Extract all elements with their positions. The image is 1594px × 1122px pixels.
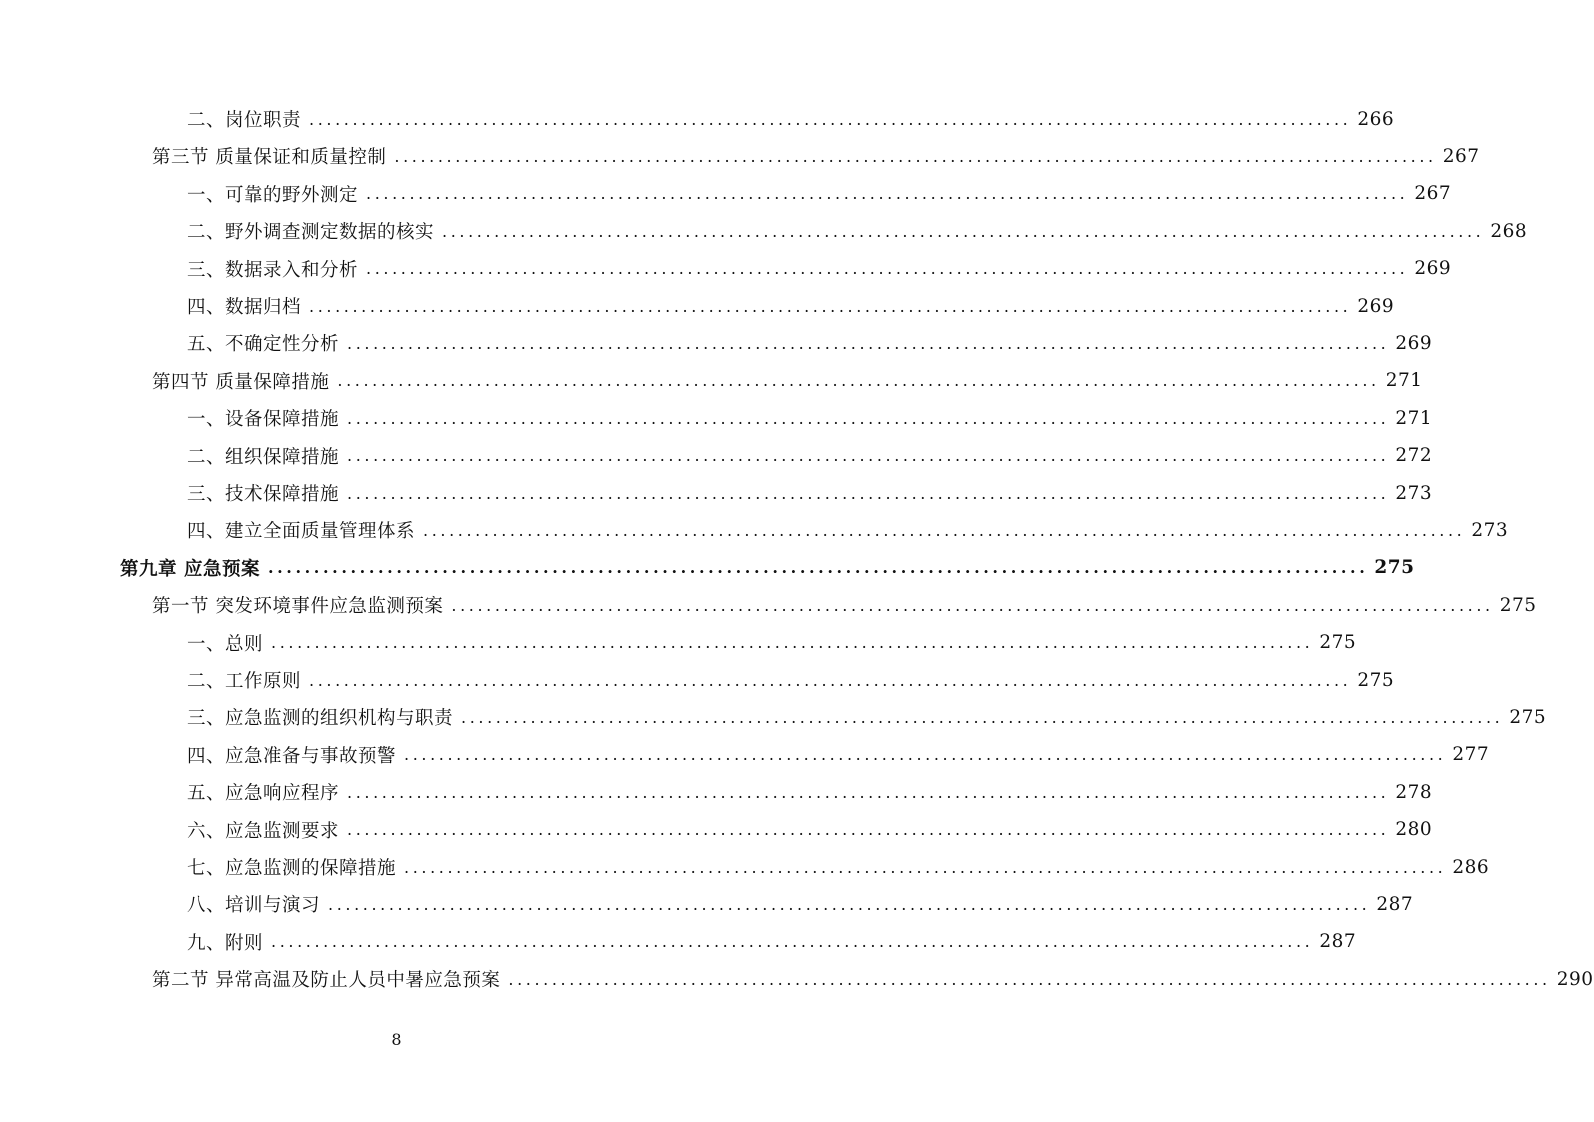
toc-entry-page: 275 [1357, 669, 1395, 691]
dot-leader: ........................................................................................................................ [404, 857, 1447, 877]
toc-section-entry[interactable] [152, 142, 1480, 170]
page-number: 8 [391, 1030, 402, 1049]
toc-entry-label: 第四节 质量保障措施 [152, 371, 330, 393]
toc-subsection-entry[interactable] [187, 404, 1433, 432]
toc-entry-page: 275 [1509, 706, 1547, 728]
dot-leader: ........................................................................................................................ [442, 221, 1485, 241]
toc-entry-page: 267 [1442, 145, 1480, 167]
dot-leader: ........................................................................................................................ [309, 670, 1352, 690]
dot-leader: ........................................................................................................................ [347, 408, 1390, 428]
toc-entry-label: 二、野外调查测定数据的核实 [187, 222, 435, 244]
toc-chapter-entry[interactable] [120, 554, 1415, 582]
dot-leader: ........................................................................................................................ [347, 782, 1390, 802]
toc-entry-label: 七、应急监测的保障措施 [187, 858, 397, 879]
toc-entry-label: 一、总则 [187, 633, 264, 655]
toc-subsection-entry[interactable] [187, 741, 1490, 769]
toc-subsection-entry[interactable] [187, 890, 1414, 918]
toc-subsection-entry[interactable] [187, 292, 1395, 320]
toc-entry-page: 271 [1395, 407, 1433, 429]
toc-entry-label: 九、附则 [187, 932, 264, 954]
toc-subsection-entry[interactable] [187, 217, 1528, 245]
toc-entry-page: 269 [1357, 295, 1395, 317]
toc-entry-label: 第九章 应急预案 [120, 558, 260, 580]
toc-section-entry[interactable] [152, 367, 1423, 395]
toc-subsection-entry[interactable] [187, 853, 1490, 881]
toc-entry-page: 269 [1395, 332, 1433, 354]
toc-entry-page: 287 [1376, 893, 1414, 915]
toc-entry-label: 四、建立全面质量管理体系 [187, 521, 416, 543]
dot-leader: ........................................................................................................................ [366, 259, 1409, 279]
toc-entry-page: 290 [1556, 968, 1594, 990]
dot-leader: ........................................................................................................................ [508, 969, 1551, 989]
dot-leader: ........................................................................................................................ [347, 820, 1390, 840]
toc-entry-page: 272 [1395, 445, 1433, 467]
toc-entry-label: 五、应急响应程序 [187, 783, 340, 805]
dot-leader: ........................................................................................................................ [366, 184, 1409, 204]
dot-leader: ........................................................................................................................ [394, 146, 1437, 166]
toc-entry-label: 一、设备保障措施 [187, 409, 340, 431]
toc-subsection-entry[interactable] [187, 816, 1433, 844]
toc-subsection-entry[interactable] [187, 479, 1433, 507]
dot-leader: ........................................................................................................................ [461, 707, 1504, 727]
dot-leader: ........................................................................................................................ [271, 633, 1314, 653]
toc-entry-page: 271 [1385, 370, 1423, 392]
toc-subsection-entry[interactable] [187, 928, 1357, 956]
toc-subsection-entry[interactable] [187, 516, 1509, 544]
toc-entry-label: 一、可靠的野外测定 [187, 184, 359, 206]
toc-entry-label: 八、培训与演习 [187, 895, 321, 917]
toc-entry-label: 三、技术保障措施 [187, 484, 340, 505]
toc-entry-page: 275 [1374, 557, 1415, 579]
dot-leader: ........................................................................................................................ [309, 296, 1352, 316]
toc-entry-page: 287 [1319, 931, 1357, 953]
toc-entry-label: 二、岗位职责 [187, 110, 302, 131]
toc-subsection-entry[interactable] [187, 255, 1452, 283]
toc-entry-label: 六、应急监测要求 [187, 820, 340, 842]
dot-leader: ........................................................................................................................ [271, 932, 1314, 952]
toc-entry-page: 275 [1319, 632, 1357, 654]
toc-entry-label: 四、数据归档 [187, 297, 302, 318]
dot-leader: ........................................................................................................................ [337, 371, 1380, 391]
toc-entry-page: 268 [1490, 220, 1528, 242]
dot-leader: ........................................................................................................................ [451, 595, 1494, 615]
toc-subsection-entry[interactable] [187, 180, 1452, 208]
toc-subsection-entry[interactable] [187, 329, 1433, 357]
toc-subsection-entry[interactable] [187, 442, 1433, 470]
toc-section-entry[interactable] [152, 965, 1594, 993]
dot-leader: ........................................................................................................................ [328, 894, 1371, 914]
toc-entry-label: 三、应急监测的组织机构与职责 [187, 708, 454, 730]
toc-entry-label: 第二节 异常高温及防止人员中暑应急预案 [152, 970, 501, 992]
dot-leader: ........................................................................................................................ [404, 745, 1447, 765]
dot-leader: ........................................................................................................................ [267, 558, 1369, 578]
toc-entry-label: 第三节 质量保证和质量控制 [152, 147, 387, 169]
toc-entry-label: 四、应急准备与事故预警 [187, 745, 397, 767]
toc-subsection-entry[interactable] [187, 105, 1395, 133]
toc-entry-page: 277 [1452, 744, 1490, 766]
dot-leader: ........................................................................................................................ [347, 446, 1390, 466]
toc-entry-page: 269 [1414, 258, 1452, 280]
toc-entry-page: 273 [1395, 482, 1433, 504]
toc-entry-page: 286 [1452, 856, 1490, 878]
toc-entry-page: 275 [1499, 594, 1537, 616]
toc-entry-label: 三、数据录入和分析 [187, 259, 359, 281]
toc-section-entry[interactable] [152, 591, 1537, 619]
toc-entry-label: 五、不确定性分析 [187, 334, 340, 356]
toc-entry-page: 278 [1395, 781, 1433, 803]
toc-subsection-entry[interactable] [187, 666, 1395, 694]
dot-leader: ........................................................................................................................ [423, 520, 1466, 540]
toc-entry-label: 二、组织保障措施 [187, 446, 340, 468]
toc-entry-label: 二、工作原则 [187, 671, 302, 692]
toc-subsection-entry[interactable] [187, 703, 1547, 731]
toc-entry-page: 280 [1395, 819, 1433, 841]
dot-leader: ........................................................................................................................ [347, 483, 1390, 503]
toc-subsection-entry[interactable] [187, 629, 1357, 657]
toc-subsection-entry[interactable] [187, 778, 1433, 806]
dot-leader: ........................................................................................................................ [347, 333, 1390, 353]
toc-entry-page: 267 [1414, 183, 1452, 205]
toc-entry-page: 266 [1357, 108, 1395, 130]
toc-entry-page: 273 [1471, 519, 1509, 541]
dot-leader: ........................................................................................................................ [309, 109, 1352, 129]
toc-entry-label: 第一节 突发环境事件应急监测预案 [152, 596, 444, 618]
